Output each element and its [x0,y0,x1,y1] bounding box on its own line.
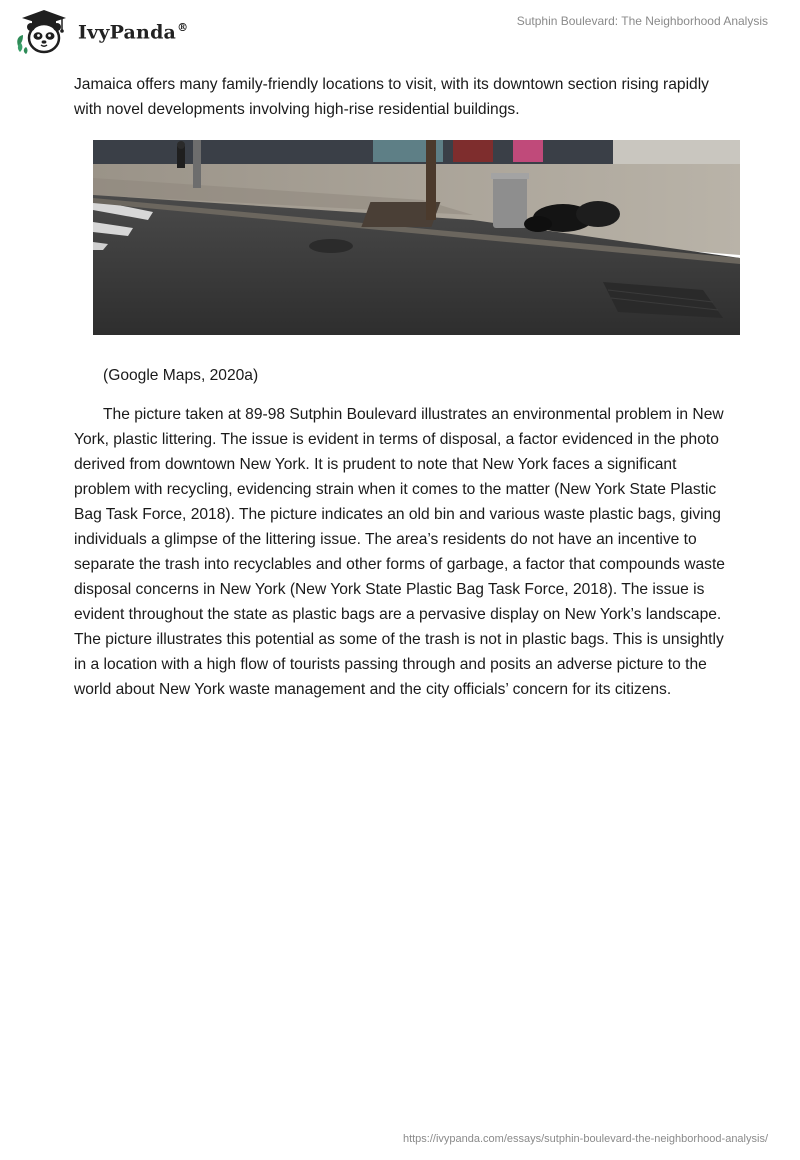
panda-graduate-icon [14,8,72,56]
registered-mark: ® [177,20,189,34]
main-section [74,402,734,702]
image-caption: (Google Maps, 2020a) [103,367,259,384]
main-paragraph: The picture taken at 89-98 Sutphin Boulevard illustrates an environmental problem in New York, plastic littering. The issue is evident in terms of disposal, a factor evidenced in the photo derived from downtown New York. It is prudent to note that New York faces a significant problem with recycling, evidencing strain when it comes to the matter (New York State Plastic Bag Task Force, 2018). The picture indicates an old bin and various waste plastic bags, giving individuals a glimpse of the littering issue. The area’s residents do not have an incentive to separate the trash into recyclables and other forms of garbage, a factor that compounds waste disposal concerns in New York (New York State Plastic Bag Task Force, 2018). The issue is evident throughout the state as plastic bags are a pervasive display on New York’s landscape. The picture illustrates this potential as some of the trash is not in plastic bags. This is unsightly in a location with a high flow of tourists passing through and posits an adverse picture to the world about New York waste management and the city officials’ concern for its citizens. [74,406,725,698]
brand-name: IvyPanda® [78,20,189,44]
intro-section [74,72,734,122]
footer-source-url[interactable]: https://ivypanda.com/essays/sutphin-boulevard-the-neighborhood-analysis/ [402,1133,768,1145]
document-title: Sutphin Boulevard: The Neighborhood Analysis [516,14,768,28]
page-header [0,0,800,62]
intro-paragraph: Jamaica offers many family-friendly locations to visit, with its downtown section rising rapidly with novel developments involving high-rise residential buildings. [74,76,709,118]
ivypanda-logo[interactable] [14,8,188,56]
street-photo [93,140,740,335]
